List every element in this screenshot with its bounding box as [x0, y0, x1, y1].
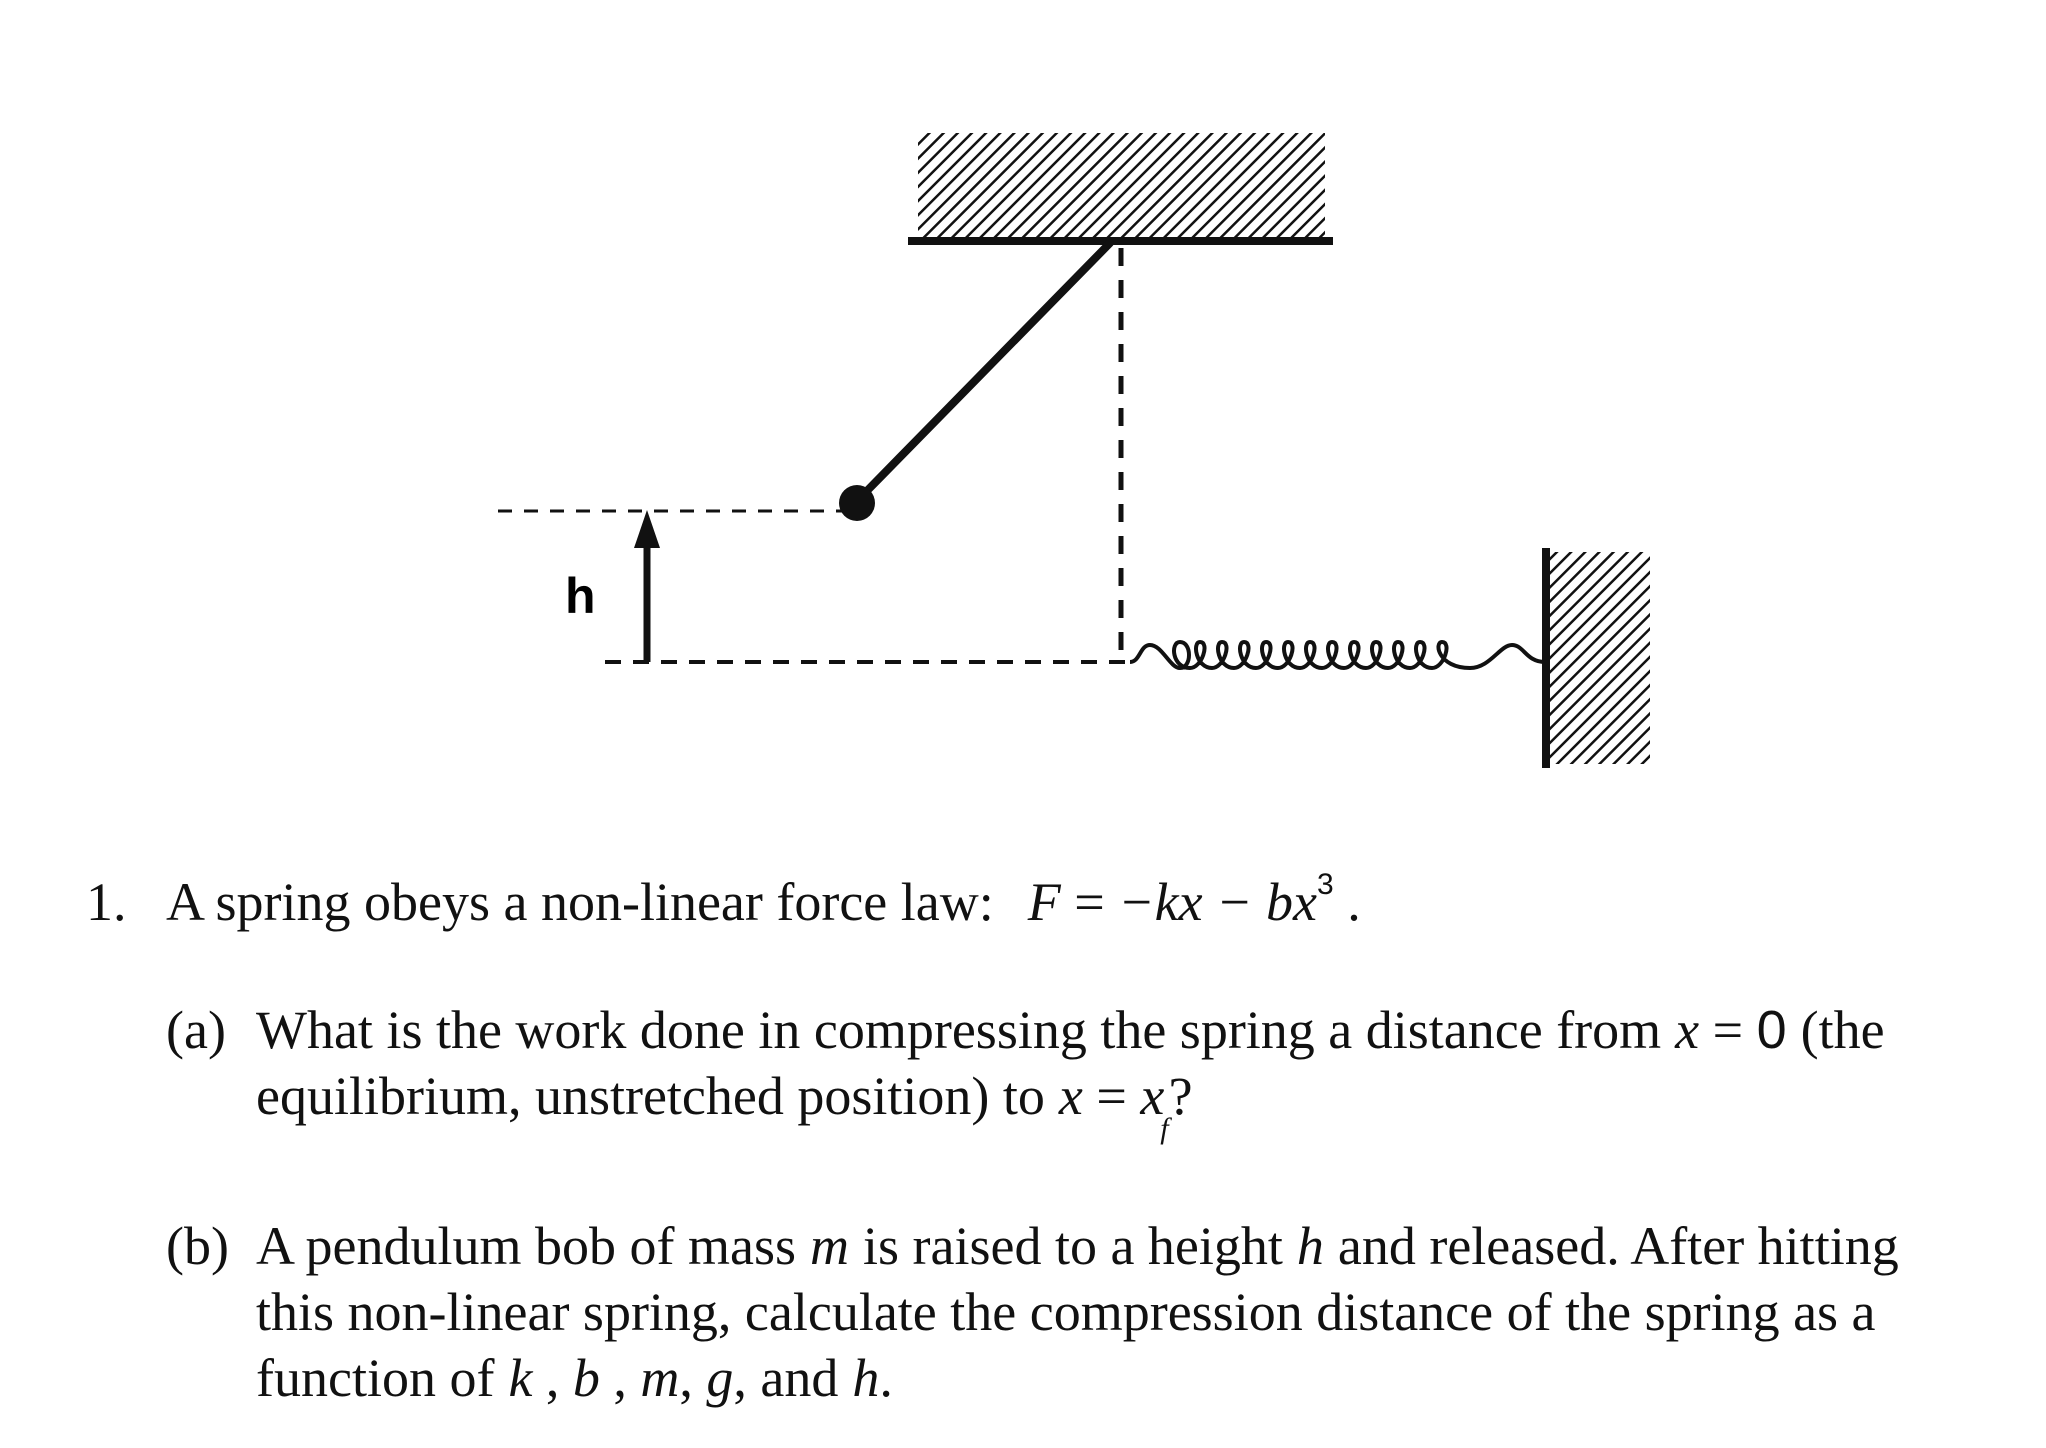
part-b-line-3: function of k , b , m, g, and h. — [256, 1348, 893, 1408]
problem-stem — [166, 868, 1361, 932]
part-a-label: (a) — [166, 1000, 226, 1060]
part-b-label: (b) — [166, 1216, 229, 1276]
force-symbol: F — [1027, 872, 1061, 932]
equation-rhs: −kx − bx — [1118, 872, 1318, 932]
problem-number: 1. — [86, 872, 127, 932]
equation-exponent: 3 — [1317, 868, 1334, 901]
part-a-line-2: equilibrium, unstretched position) to $x = x_f$? — [256, 1066, 1193, 1145]
part-b-line-2: this non-linear spring, calculate the compression distance of the spring as a — [256, 1282, 1876, 1342]
part-b-line-1: A pendulum bob of mass m is raised to a height h and released. After hitting — [256, 1216, 1899, 1276]
stem-text: A spring obeys a non-linear force law: — [166, 872, 994, 932]
equation-equals: = — [1074, 872, 1105, 932]
height-label: h — [565, 568, 596, 624]
part-a-line-1: What is the work done in compressing the spring a distance from x = 0 (the — [256, 1000, 1885, 1060]
equation-end: . — [1347, 872, 1361, 932]
